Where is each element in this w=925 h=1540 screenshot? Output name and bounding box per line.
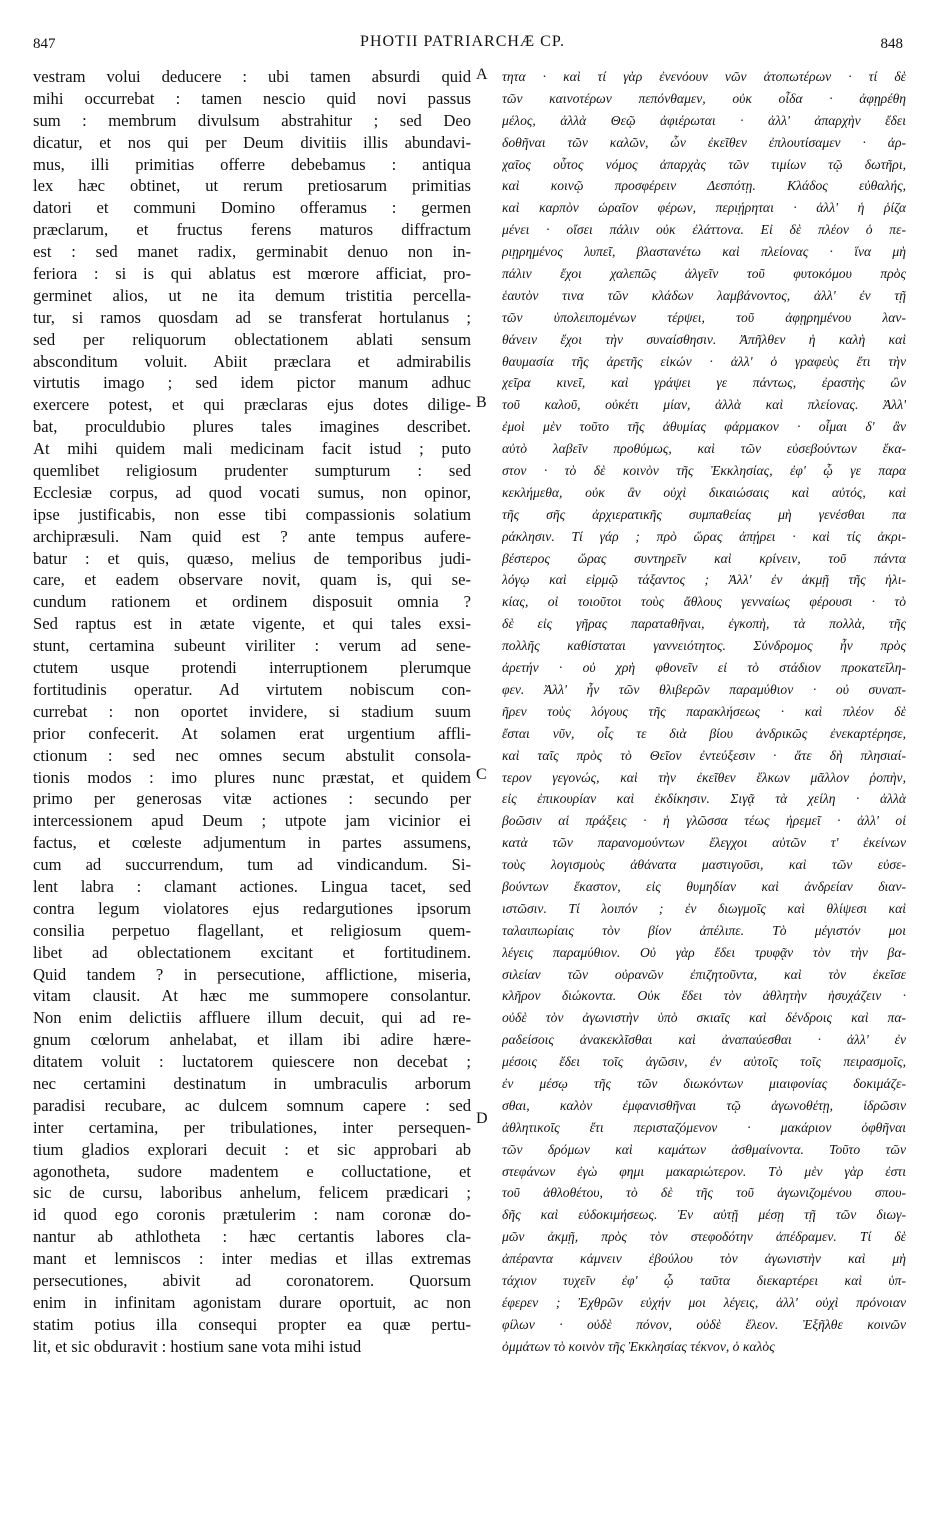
text-line: cundum rationem et ordinem disposuit omnia ? [33, 592, 471, 612]
text-line: ipse justificabis, non esse tibi compassionis solatium [33, 504, 471, 524]
text-line: σθαι, καλὸν ἐμφανισθῆναι τῷ ἀγωνοθέτῃ, ἱδρῶσιν [502, 1097, 906, 1113]
text-line: δὲ εἰς γῆρας παραταθῆναι, ἐγκοπὴ, τὰ πολλὰ, τῆς [502, 616, 906, 632]
text-line: τῶν ὑπολειπομένων τέρψει, τοῦ ἀφῃρημένου λαν- [502, 309, 906, 325]
text-line: ῆρεν τοὺς λόγους τῆς παρακλήσεως · καὶ πλέον δὲ [502, 703, 906, 719]
text-line: Non enim delictiis affluere illum decuit, qui ad re- [33, 1008, 471, 1028]
text-line: καὶ ταῖς πρὸς τὸ Θεῖον ἐντεύξεσιν · ἅτε δὴ πλησιαί- [502, 747, 906, 763]
text-line: λόγῳ καὶ εἱρμῷ τάξαντος ; Ἀλλ' ἐν ἀκμῇ τῆς ἡλι- [502, 572, 906, 588]
text-line: εἰς ἐπικουρίαν καὶ ἐκδίκησιν. Σιγᾷ τὰ χείλη · ἀλλὰ [502, 791, 906, 807]
text-line: μέλος, ἀλλὰ Θεῷ ἀφιέρωται · ἀλλ' ἀπαρχὴν ἔδει [502, 112, 906, 128]
text-line: ραδείσοις ἀνακεκλῖσθαι καὶ ἀναπαύεσθαι · ἀλλ' ἐν [502, 1032, 906, 1048]
text-line: vitam clausit. At hæc me summopere consolantur. [33, 986, 471, 1006]
text-line: μέσοις ἔδει τοῖς ἀγῶσιν, ἐν αὐτοῖς τοῖς πειρασμοῖς, [502, 1054, 906, 1070]
text-line: ἀρετήν · οὐ χρὴ φθονεῖν εἰ τὸ στάδιον προκατεῖλη- [502, 660, 906, 676]
page-header [0, 28, 925, 58]
text-line: est : sed manet radix, germinabit denuo non in- [33, 242, 471, 262]
text-line: fortitudinis operatur. Ad virtutem nobiscum con- [33, 679, 471, 699]
text-line: μῶν ἀκμῇ, πρὸς τὸν στεφοδότην ἀπέδραμεν. Τί δὲ [502, 1229, 906, 1245]
text-line: tium gladios explorari decuit : et sic approbari ab [33, 1139, 471, 1159]
text-line: λέγεις παραμύθιον. Οὐ γὰρ ἔδει τρυφᾷν τὸν τὴν βα- [502, 944, 906, 960]
text-line: ἔσται νῦν, οἷς τε διὰ βίου ἀνδρικῶς ἐνεκαρτέρησε, [502, 725, 906, 741]
text-line: στον · τὸ δὲ κοινὸν τῆς Ἐκκλησίας, ἐφ' ᾧ γε παρα [502, 463, 906, 479]
text-line: μένει · οἴσει πάλιν οὐκ ἐλάττονα. Εἰ δὲ πλέον ὁ πε- [502, 222, 906, 238]
text-line: Ecclesiæ corpus, ad quod vocati sumus, non opinor, [33, 482, 471, 502]
text-line: τοὺς λογισμοὺς ἀθάνατα μαστιγοῦσι, καὶ τῶν εὐσε- [502, 857, 906, 873]
text-line: bat, proculdubio plures tales imagines describet. [33, 417, 471, 437]
text-line: φεν. Ἀλλ' ἦν τῶν θλιβερῶν παραμύθιον · οὐ συναπ- [502, 681, 906, 697]
text-line: πολλῆς καθίσταται γαννειότητος. Σύνδρομος ἦν πρὸς [502, 638, 906, 654]
greek-column [502, 66, 906, 1358]
text-line: τοῦ ἀθλοθέτου, τὸ δὲ τῆς τοῦ ἀγωνιζομένου σπου- [502, 1185, 906, 1201]
text-line: germinet alios, ut ne ita demum tristitia percella- [33, 285, 471, 305]
text-line: sum : membrum divulsum abstrahitur ; sed Deo [33, 110, 471, 130]
text-line: tur, si ramos quosdam ad se transferat hortulanus ; [33, 307, 471, 327]
text-line: ctutem usque protendi interruptionem plerumque [33, 658, 471, 678]
text-line: primo per generosas vitæ actiones : secundo per [33, 789, 471, 809]
text-line: feriora : si is qui ablatus est mœrore afficiat, pro- [33, 264, 471, 284]
section-marker-b: B [476, 394, 487, 411]
text-line: οὐδὲ τὸν ἀγωνιστὴν ὑπὸ σκιαῖς καὶ δένδροις καὶ πα- [502, 1010, 906, 1026]
text-line: prior confecerit. At solamen erat urgentium affli- [33, 723, 471, 743]
text-line: præclarum, et fructus ferens maturos diffractum [33, 220, 471, 240]
text-line: libet ad oblectationem excitant et fortitudinem. [33, 942, 471, 962]
section-marker-c: C [476, 766, 487, 783]
text-line: statim potius illa consequi propter ea quæ pertu- [33, 1314, 471, 1334]
text-line: lit, et sic obduravit : hostium sane vota mihi istud [33, 1336, 362, 1356]
text-line: ράκλησιν. Τί γάρ ; πρὸ ὥρας ἀπῄρει · καὶ τίς ἀκρι- [502, 528, 906, 544]
text-line: batur : et quis, quæso, melius de temporibus judi- [33, 548, 471, 568]
text-line: Quid tandem ? in persecutione, afflictione, miseria, [33, 964, 471, 984]
text-line: πάλιν ἔχοι χαλεπῶς ἀλγεῖν τοῦ φυτοκόμου πρὸς [502, 266, 906, 282]
text-line: τῶν δρόμων καὶ καμάτων ἀσθμαίνοντα. Τοῦτο τῶν [502, 1141, 906, 1157]
text-line: βέστερος ὥρας συντηρεῖν καὶ κρίνειν, τοῦ πάντα [502, 550, 906, 566]
text-line: αὐτὸ λαβεῖν προθύμως, καὶ τῶν εὐσεβούντων ἕκα- [502, 441, 906, 457]
text-line: persecutiones, abivit ad coronatorem. Quorsum [33, 1270, 471, 1290]
text-line: id quod ego coronis prætulerim : nam coronæ do- [33, 1205, 471, 1225]
text-line: At mihi quidem mali medicinam facit istud ; puto [33, 439, 471, 459]
text-line: datori et communi Domino offeramus : germen [33, 198, 471, 218]
text-line: ὀμμάτων τὸ κοινὸν τῆς Ἐκκλησίας τέκνον, ὁ καλὸς [502, 1338, 775, 1354]
text-line: mus, illi primitias offerre debebamus : antiqua [33, 154, 471, 174]
text-line: βοῶσιν αἱ πράξεις · ἡ γλῶσσα τέως ἠρεμεῖ · ἀλλ' οἱ [502, 813, 906, 829]
text-line: contra legum violatores ejus redargutiones ipsorum [33, 898, 471, 918]
text-line: χαῖος οὗτος νόμος ἀπαρχὰς τῶν τιμίων τῷ δωτῆρι, [502, 156, 906, 172]
text-line: paradisi recubare, ac dulcem somnum capere : sed [33, 1095, 471, 1115]
text-line: dicatur, et nos qui per Deum divitiis illis abundavi- [33, 132, 471, 152]
text-line: consilia perpetuo flagellant, et religiosum quem- [33, 920, 471, 940]
text-line: cum ad succurrendum, tum ad vindicandum. Si- [33, 855, 471, 875]
text-line: ιστῶσιν. Τί λοιπόν ; ἐν διωγμοῖς καὶ θλίψεσι καὶ [502, 900, 906, 916]
text-line: nec certamini destinatum in umbraculis arborum [33, 1073, 471, 1093]
text-line: ταλαιπωρίαις τὸν βίον ἀπέλιπε. Τὸ μέγιστόν μοι [502, 922, 906, 938]
text-line: βούντων ἕκαστον, εἰς θυμηδίαν καὶ ἀνδρείαν διαν- [502, 878, 906, 894]
text-line: inter certamina, per tribulationes, inter persequen- [33, 1117, 471, 1137]
text-line: ἑαυτὸν τινα τῶν κλάδων λαμβάνοντος, ἀλλ' ἐν τῇ [502, 287, 906, 303]
text-line: τῶν καινοτέρων πεπόνθαμεν, οὐκ οἶδα · ἀφῃρέθη [502, 90, 906, 106]
text-line: mant et lemniscos : inter medias et illas extremas [33, 1249, 471, 1269]
text-line: καὶ κοινῷ προσφέρειν Δεσπότῃ. Κλάδος εὐθαλής, [502, 178, 906, 194]
text-line: τερον γεγονώς, καὶ τὴν ἐκεῖθεν ἕλκων μᾶλλον ῥοπὴν, [502, 769, 906, 785]
text-line: intercessionem apud Deum ; utpote jam vicinior ei [33, 811, 471, 831]
page-number-right: 848 [880, 36, 903, 52]
text-line: δῆς καὶ εὐδοκιμήσεως. Ἐν αὐτῇ μέσῃ τῇ τῶν διωγ- [502, 1207, 906, 1223]
text-line: gnum cœlorum anhelabat, et illam ibi adire hære- [33, 1030, 471, 1050]
text-line: lent labra : clamant actiones. Lingua tacet, sed [33, 876, 471, 896]
latin-column [33, 66, 471, 1358]
text-line: καὶ καρπὸν ὡραῖον φέρων, περιῄρηται · ἀλλ' ἡ ῥίζα [502, 200, 906, 216]
text-line: δοθῆναι τῶν καλῶν, ὧν ἐκεῖθεν ἐπλουτίσαμεν · ἀρ- [502, 134, 906, 150]
text-line: Sed raptus est in ætate vigente, et qui tales exsi- [33, 614, 471, 634]
text-line: ἐν μέσῳ τῆς τῶν διωκόντων μιαιφονίας δοκιμάζε- [502, 1075, 906, 1091]
text-line: θαυμασία τῆς ἀρετῆς εἰκών · ἀλλ' ὁ γραφεὺς ἔτι τὴν [502, 353, 906, 369]
text-line: τητα · καὶ τί γὰρ ἐνενόουν νῶν ἀτοπωτέρων · τί δὲ [502, 69, 906, 84]
text-line: φίλων · οὐδὲ πόνον, οὐδὲ ἔλεον. Ἐξῆλθε κοινῶν [502, 1316, 906, 1332]
text-line: κλῆρον διώκοντα. Οὐκ ἔδει τὸν ἀθλητὴν ἡσυχάζειν · [502, 988, 906, 1004]
text-line: τοῦ καλοῦ, οὐκέτι μίαν, ἀλλὰ καὶ πλείονας. Ἀλλ' [502, 397, 906, 413]
text-line: χεῖρα κινεῖ, καὶ γράψει γε πάντως, ἐραστὴς ὢν [502, 375, 906, 391]
text-line: θάνειν ἔχοι τὴν συναίσθησιν. Ἀπῆλθεν ἡ καλὴ καὶ [502, 331, 906, 347]
text-line: nantur ab athlotheta : hæc certantis labores cla- [33, 1227, 471, 1247]
text-line: quemlibet religiosum prudenter sumpturum : sed [33, 461, 471, 481]
text-line: sed per reliquorum oblectationem ablati sensum [33, 329, 471, 349]
text-line: ριῃρημένος λυπεῖ, βλαστανέτω καὶ πλείονας · ἵνα μὴ [502, 244, 906, 260]
text-line: κεκλήμεθα, οὐκ ἂν οὐχὶ δικαιώσαις καὶ αὐτός, καὶ [502, 484, 906, 500]
text-line: tionis modos : imo plures nunc præstat, et quidem [33, 767, 471, 787]
text-line: vestram volui deducere : ubi tamen absurdi quid [33, 67, 471, 86]
text-line: enim in infinitam agonistam durare oportuit, ac non [33, 1292, 471, 1312]
text-line: stunt, certamina subeunt viriliter : verum ad sene- [33, 636, 471, 656]
text-line: care, et eadem observare novit, quam is, qui se- [33, 570, 471, 590]
text-line: lex hæc obtinet, ut rerum pretiosarum primitias [33, 176, 471, 196]
text-line: τάχιον τυχεῖν ἐφ' ᾧ ταῦτα διεκαρτέρει καὶ ὑπ- [502, 1272, 906, 1288]
text-line: στεφάνων ἐγὼ φημι μακαριώτερον. Τὸ μὲν γὰρ ἐστι [502, 1163, 906, 1179]
text-line: ἀθλητικοῖς ἔτι περισταζόμενον · μακάριον ὀφθῆναι [502, 1119, 906, 1135]
text-line: κατὰ τῶν παρανομούντων ἔλεγχοι αὐτῶν τ' ἐκείνων [502, 835, 906, 851]
section-marker-a: A [476, 66, 488, 83]
text-line: έφερεν ; Ἐχθρῶν εὐχήν μοι λέγεις, ἀλλ' οὐχὶ πρόνοιαν [502, 1294, 906, 1310]
section-marker-d: D [476, 1110, 488, 1127]
text-line: currebat : non oportet invidere, si stadium suum [33, 701, 471, 721]
text-line: ctionum : sed nec omnes secum abstulit consola- [33, 745, 471, 765]
text-line: agonotheta, sudore madentem e colluctatione, et [33, 1161, 471, 1181]
text-line: σιλείαν τῶν οὐρανῶν ἐπιζητοῦντα, καὶ τὸν ἐκεῖσε [502, 966, 906, 982]
text-line: factus, et cœleste adjumentum in partes assumens, [33, 833, 471, 853]
text-line: exercere potest, et qui præclaras ejus dotes dilige- [33, 395, 471, 415]
text-line: virtutis imago ; sed idem pictor manum adhuc [33, 373, 471, 393]
text-line: absconditum voluit. Abiit præclara et admirabilis [33, 351, 471, 371]
running-title: PHOTII PATRIARCHÆ CP. [360, 33, 565, 50]
text-line: mihi occurrebat : tamen nescio quid novi passus [33, 88, 471, 108]
text-line: sic de cursu, laboribus anhelum, felicem prædicari ; [33, 1183, 471, 1203]
page-number-left: 847 [33, 36, 56, 52]
text-line: κίας, οἱ τοιοῦτοι τοὺς ἄθλους γενναίως φέρουσι · τὸ [502, 594, 906, 610]
text-line: ἐμοὶ μὲν τοῦτο τῆς ἀθυμίας φάρμακον · οἶμαι δ' ἂν [502, 419, 906, 435]
text-line: ditatem voluit : luctatorem quiescere non decebat ; [33, 1052, 471, 1072]
text-line: τῆς σῆς ἀρχιερατικῆς συμπαθείας μὴ γενέσθαι πα [502, 506, 906, 522]
text-line: ἀπέραντα κάμνειν ἐβούλου τὸν ἀγωνιστὴν καὶ μὴ [502, 1251, 906, 1267]
text-line: archipræsuli. Nam quid est ? ante tempus aufere- [33, 526, 471, 546]
